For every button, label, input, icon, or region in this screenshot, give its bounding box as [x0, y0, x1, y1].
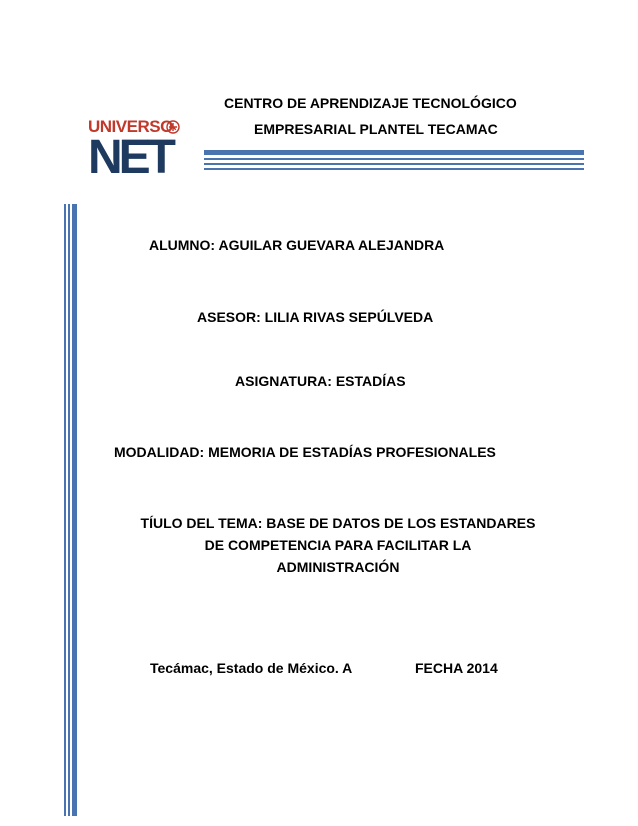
logo-main-text: NET	[88, 131, 172, 184]
thesis-title-line-2: DE COMPETENCIA PARA FACILITAR LA	[204, 537, 472, 553]
vertical-rule	[64, 204, 80, 816]
thesis-title-line-1: TÍULO DEL TEMA: BASE DE DATOS DE LOS ESTANDARES	[140, 515, 536, 531]
thesis-title	[80, 512, 596, 578]
institution-name-line-2: EMPRESARIAL PLANTEL TECAMAC	[254, 121, 498, 137]
institution-name-line-1: CENTRO DE APRENDIZAJE TECNOLÓGICO	[224, 95, 517, 111]
footer-place: Tecámac, Estado de México. A	[150, 660, 353, 676]
advisor-name: ASESOR: LILIA RIVAS SEPÚLVEDA	[197, 309, 434, 325]
universo-net-logo	[88, 118, 188, 188]
modality: MODALIDAD: MEMORIA DE ESTADÍAS PROFESIONALES	[114, 444, 496, 460]
footer-date: FECHA 2014	[415, 660, 498, 676]
subject: ASIGNATURA: ESTADÍAS	[235, 373, 406, 389]
thesis-title-line-3: ADMINISTRACIÓN	[276, 559, 400, 575]
student-name: ALUMNO: AGUILAR GUEVARA ALEJANDRA	[149, 237, 445, 253]
logo-top-text: UNIVERSO	[88, 117, 173, 136]
horizontal-rule	[204, 150, 584, 174]
